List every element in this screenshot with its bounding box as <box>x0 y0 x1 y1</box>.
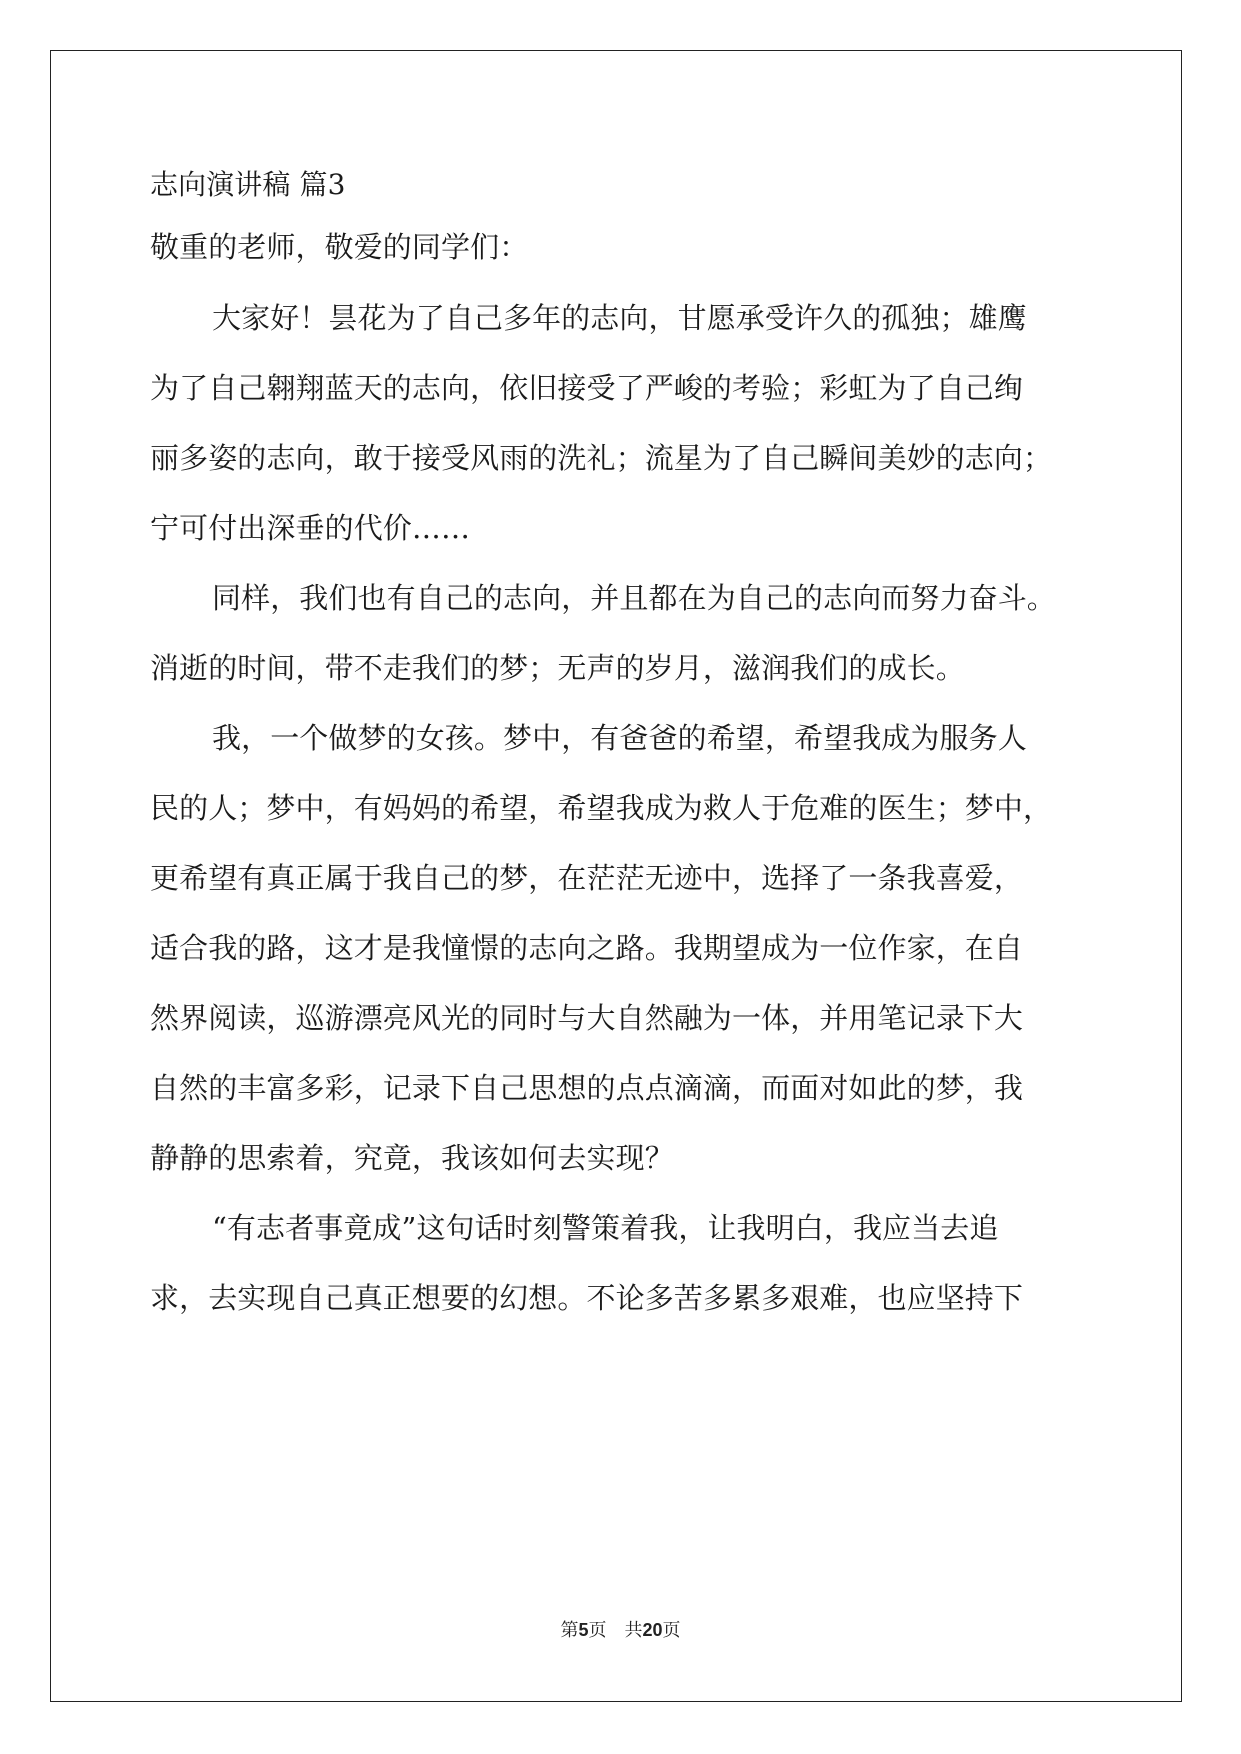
text-line: 为了自己翱翔蓝天的志向，依旧接受了严峻的考验；彩虹为了自己绚 <box>150 371 1024 405</box>
page-number: 5 <box>578 1620 589 1640</box>
page-footer <box>0 1618 1241 1643</box>
footer-page-suffix: 页 <box>588 1620 607 1641</box>
total-pages: 20 <box>642 1620 663 1640</box>
text-line: 求，去实现自己真正想要的幻想。不论多苦多累多艰难，也应坚持下 <box>150 1281 1024 1315</box>
text-line: “有志者事竟成”这句话时刻警策着我，让我明白，我应当去追 <box>212 1211 999 1245</box>
text-line: 静静的思索着，究竟，我该如何去实现？ <box>150 1141 674 1175</box>
text-line: 同样，我们也有自己的志向，并且都在为自己的志向而努力奋斗。 <box>212 581 1056 615</box>
text-line: 然界阅读，巡游漂亮风光的同时与大自然融为一体，并用笔记录下大 <box>150 1001 1024 1035</box>
text-line: 适合我的路，这才是我憧憬的志向之路。我期望成为一位作家，在自 <box>150 931 1024 965</box>
text-line: 更希望有真正属于我自己的梦，在茫茫无迹中，选择了一条我喜爱， <box>150 861 1024 895</box>
text-line: 自然的丰富多彩，记录下自己思想的点点滴滴，而面对如此的梦，我 <box>150 1071 1024 1105</box>
footer-total-prefix: 共 <box>624 1620 643 1641</box>
footer-prefix: 第 <box>560 1620 579 1641</box>
salutation: 敬重的老师，敬爱的同学们： <box>150 230 529 264</box>
text-line: 我，一个做梦的女孩。梦中，有爸爸的希望，希望我成为服务人 <box>212 721 1027 755</box>
text-line: 民的人；梦中，有妈妈的希望，希望我成为救人于危难的医生；梦中， <box>150 791 1053 825</box>
text-line: 宁可付出深垂的代价…… <box>150 511 471 545</box>
text-line: 消逝的时间，带不走我们的梦；无声的岁月，滋润我们的成长。 <box>150 651 965 685</box>
text-line: 丽多姿的志向，敢于接受风雨的洗礼；流星为了自己瞬间美妙的志向； <box>150 441 1053 475</box>
footer-total-suffix: 页 <box>662 1620 681 1641</box>
text-line: 大家好！昙花为了自己多年的志向，甘愿承受许久的孤独；雄鹰 <box>212 301 1027 335</box>
section-title: 志向演讲稿 篇3 <box>150 168 346 201</box>
